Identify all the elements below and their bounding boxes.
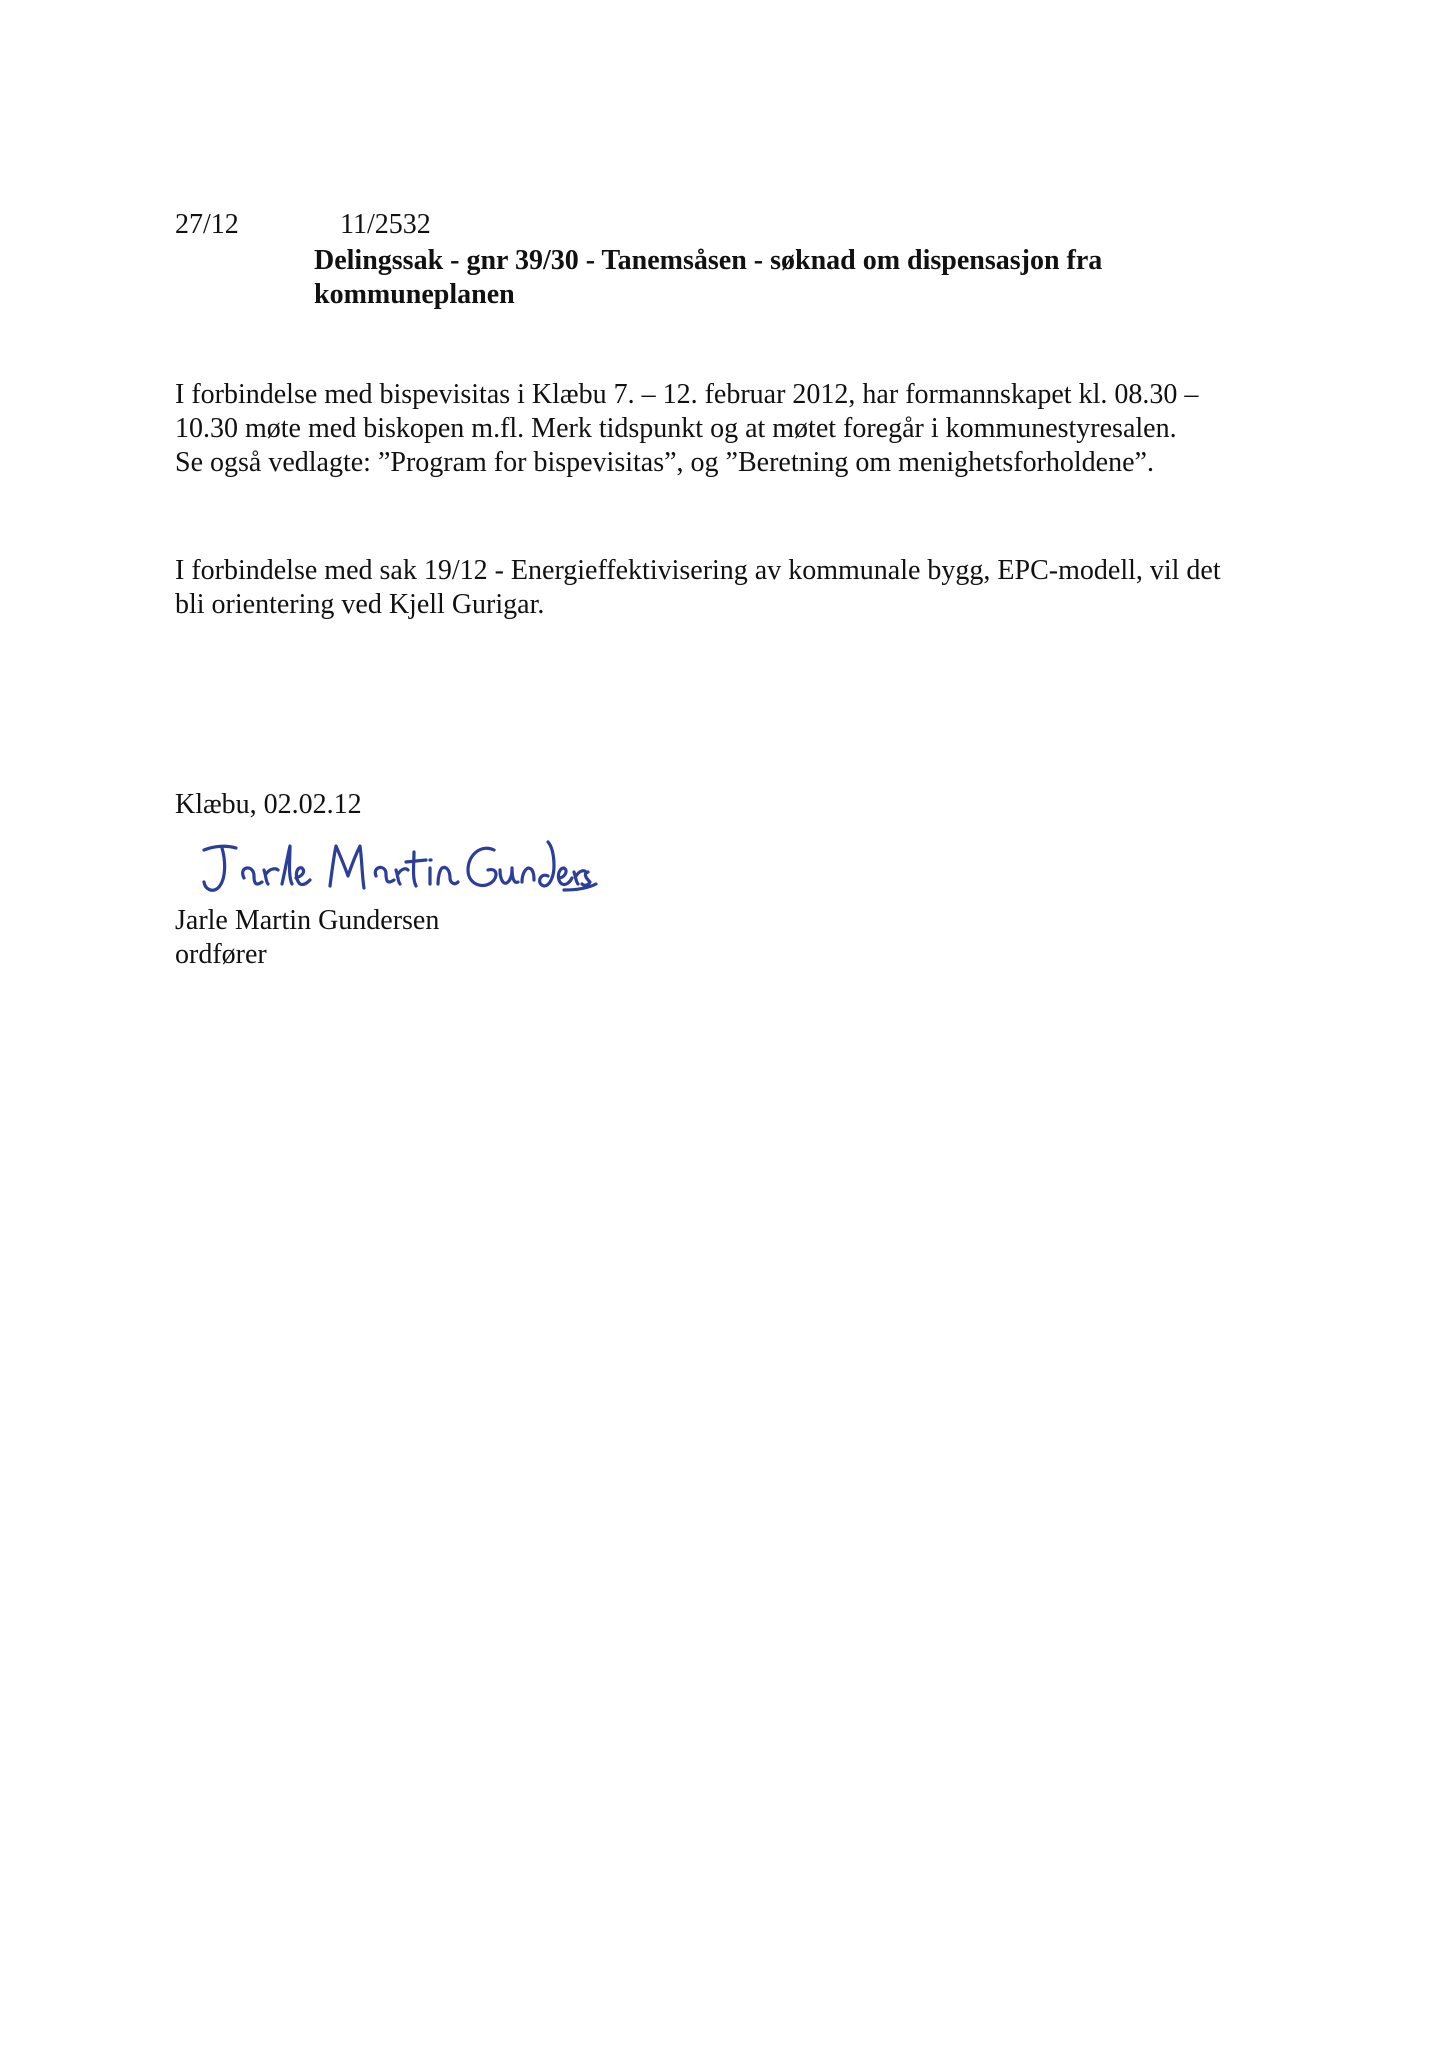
case-title-line-1: Delingssak - gnr 39/30 - Tanemsåsen - søknad om dispensasjon fra bbox=[314, 245, 1103, 276]
paragraph-2-line-1: I forbindelse med sak 19/12 - Energieffektivisering av kommunale bygg, EPC-modell, vil det bbox=[175, 555, 1221, 586]
paragraph-1-line-2: 10.30 møte med biskopen m.fl. Merk tidspunkt og at møtet foregår i kommunestyresalen. bbox=[175, 413, 1177, 444]
paragraph-1-line-3: Se også vedlagte: ”Program for bispevisitas”, og ”Beretning om menighetsforholdene”. bbox=[175, 447, 1154, 478]
signer-title: ordfører bbox=[175, 939, 267, 970]
paragraph-1-line-1: I forbindelse med bispevisitas i Klæbu 7. – 12. februar 2012, har formannskapet kl. 08.30 – bbox=[175, 379, 1199, 410]
place-date: Klæbu, 02.02.12 bbox=[175, 789, 362, 820]
handwritten-signature bbox=[196, 836, 598, 900]
paragraph-2-line-2: bli orientering ved Kjell Gurigar. bbox=[175, 589, 545, 620]
case-title-line-2: kommuneplanen bbox=[314, 279, 515, 310]
case-number: 27/12 bbox=[175, 209, 239, 240]
signer-name: Jarle Martin Gundersen bbox=[175, 905, 440, 936]
case-reference: 11/2532 bbox=[340, 209, 431, 240]
